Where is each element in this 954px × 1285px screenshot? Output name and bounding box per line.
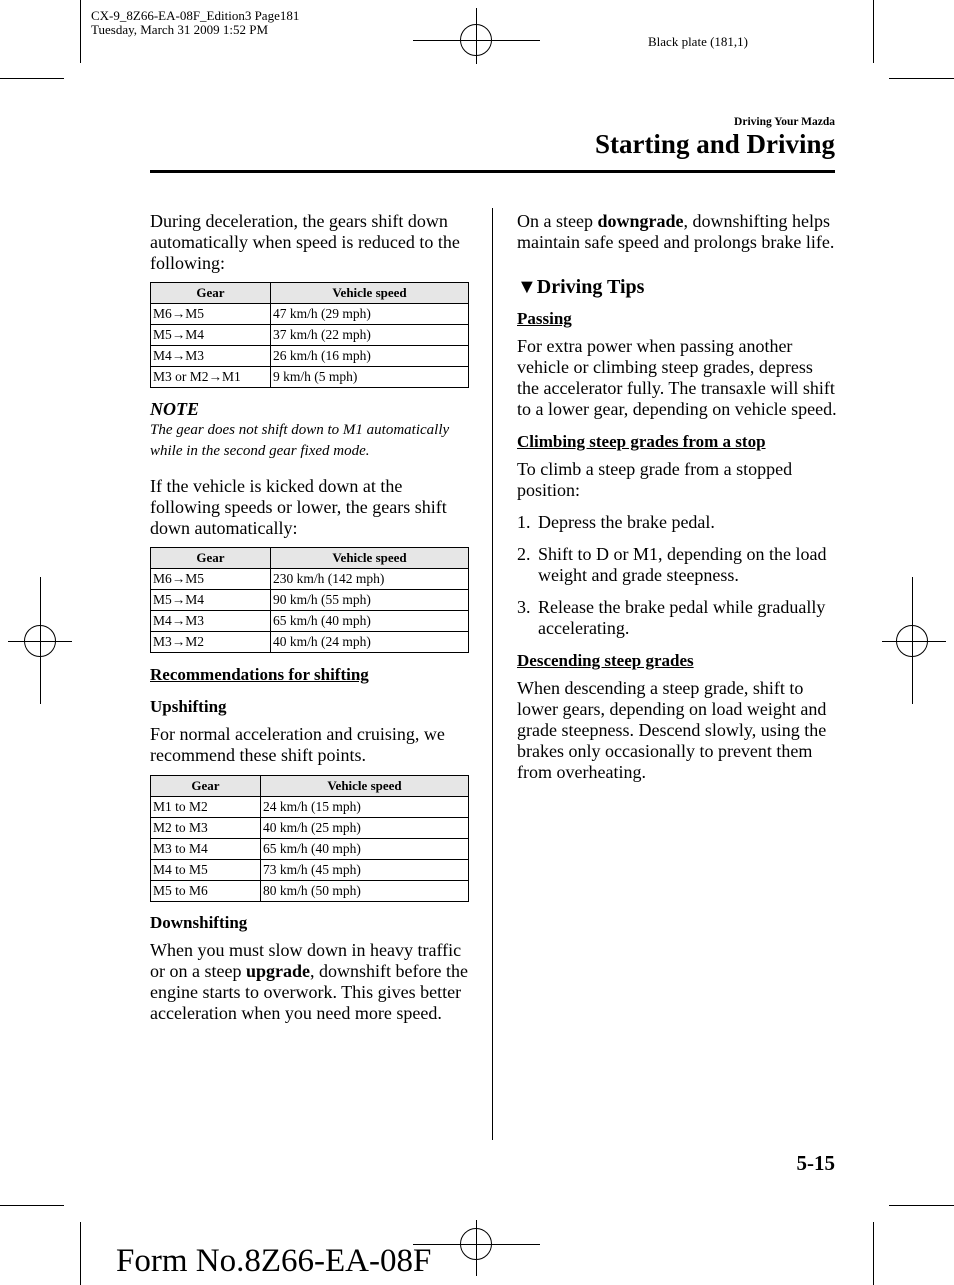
downgrade-text-part: , downshifting helps maintain safe speed and prolongs brake life. — [517, 211, 835, 252]
table-cell: M4→M3 — [151, 346, 271, 367]
table-cell: 40 km/h (24 mph) — [271, 632, 469, 653]
table-row — [151, 860, 469, 881]
table-cell: M3→M2 — [151, 632, 271, 653]
deceleration-intro: During deceleration, the gears shift down automatically when speed is reduced to the following: — [150, 211, 460, 273]
step-text: Depress the brake pedal. — [538, 512, 715, 532]
note-text: The gear does not shift down to M1 automatically while in the second gear fixed mode. — [150, 422, 450, 459]
table-row — [151, 304, 469, 325]
table-cell: 40 km/h (25 mph) — [261, 818, 469, 839]
upshifting-text: For normal acceleration and cruising, we recommend these shift points. — [150, 724, 445, 765]
print-slug-line2: Tuesday, March 31 2009 1:52 PM — [91, 22, 269, 37]
table-cell: M3 or M2→M1 — [151, 367, 271, 388]
table-cell: M5 to M6 — [151, 881, 261, 902]
table-cell: 73 km/h (45 mph) — [261, 860, 469, 881]
table-cell: M1 to M2 — [151, 797, 261, 818]
page-title: Starting and Driving — [594, 129, 835, 159]
column-divider — [492, 208, 493, 1140]
kickdown-text: If the vehicle is kicked down at the following speeds or lower, the gears shift down automatically: — [150, 476, 447, 538]
table-cell: M6→M5 — [151, 569, 271, 590]
table-row — [151, 325, 469, 346]
table-row — [151, 611, 469, 632]
column-header: Vehicle speed — [261, 776, 469, 797]
print-slug-line1: CX-9_8Z66-EA-08F_Edition3 Page181 — [91, 8, 300, 23]
downshifting-text-part: , downshift before the engine starts to overwork. This gives better acceleration when you need more speed. — [150, 961, 468, 1023]
table-cell: 24 km/h (15 mph) — [261, 797, 469, 818]
section-label: Driving Your Mazda — [734, 116, 835, 128]
column-header: Gear — [151, 283, 271, 304]
deceleration-table — [150, 282, 469, 388]
table-cell: 9 km/h (5 mph) — [271, 367, 469, 388]
table-cell: M4→M3 — [151, 611, 271, 632]
list-item — [517, 597, 839, 639]
step-text: Shift to D or M1, depending on the load weight and grade steepness. — [538, 544, 827, 585]
column-header: Vehicle speed — [271, 283, 469, 304]
table-cell: 80 km/h (50 mph) — [261, 881, 469, 902]
driving-tips-title: Driving Tips — [536, 276, 645, 298]
table-cell: 47 km/h (29 mph) — [271, 304, 469, 325]
table-cell: M2 to M3 — [151, 818, 261, 839]
upgrade-emphasis: upgrade — [245, 961, 310, 981]
passing-text: For extra power when passing another vehicle or climbing steep grades, depress the accelerator fully. The transaxle will shift to a lower gear, depending on vehicle speed. — [517, 336, 837, 419]
triangle-down-icon: ▼ — [517, 276, 537, 298]
table-row — [151, 818, 469, 839]
downshifting-heading: Downshifting — [150, 913, 248, 932]
table-row — [151, 569, 469, 590]
header-rule — [150, 170, 835, 173]
table-header-row — [151, 283, 469, 304]
table-cell: 230 km/h (142 mph) — [271, 569, 469, 590]
column-header: Vehicle speed — [271, 548, 469, 569]
form-number: Form No.8Z66-EA-08F — [116, 1243, 432, 1279]
passing-heading: Passing — [517, 309, 572, 328]
downshifting-text-part: When you must slow down in heavy traffic or on a steep — [150, 940, 462, 981]
table-row — [151, 797, 469, 818]
table-cell: M4 to M5 — [151, 860, 261, 881]
list-item — [517, 512, 839, 533]
page-number: 5-15 — [796, 1151, 835, 1175]
table-row — [151, 632, 469, 653]
column-header: Gear — [151, 548, 271, 569]
step-number: 2. — [517, 544, 531, 564]
list-item — [517, 544, 839, 586]
table-row — [151, 367, 469, 388]
climbing-steps — [517, 512, 839, 639]
right-column — [517, 211, 839, 783]
table-row — [151, 590, 469, 611]
table-header-row — [151, 548, 469, 569]
table-header-row — [151, 776, 469, 797]
table-cell: 26 km/h (16 mph) — [271, 346, 469, 367]
upshifting-heading: Upshifting — [150, 697, 227, 716]
descending-heading: Descending steep grades — [517, 651, 694, 670]
table-cell: M3 to M4 — [151, 839, 261, 860]
table-cell: 65 km/h (40 mph) — [271, 611, 469, 632]
climbing-heading: Climbing steep grades from a stop — [517, 432, 766, 451]
plate-label: Black plate (181,1) — [648, 34, 748, 49]
table-row — [151, 881, 469, 902]
column-header: Gear — [151, 776, 261, 797]
table-cell: M6→M5 — [151, 304, 271, 325]
note-title: NOTE — [150, 399, 199, 419]
downshifting-text — [150, 940, 470, 1024]
downgrade-text — [517, 211, 839, 253]
table-cell: 90 km/h (55 mph) — [271, 590, 469, 611]
print-slug — [91, 9, 299, 37]
climbing-text: To climb a steep grade from a stopped position: — [517, 459, 793, 500]
table-cell: M5→M4 — [151, 590, 271, 611]
table-cell: 37 km/h (22 mph) — [271, 325, 469, 346]
driving-tips-heading — [517, 275, 839, 299]
recommendations-heading: Recommendations for shifting — [150, 665, 369, 684]
table-row — [151, 346, 469, 367]
table-cell: M5→M4 — [151, 325, 271, 346]
upshift-table — [150, 775, 469, 902]
table-row — [151, 839, 469, 860]
step-text: Release the brake pedal while gradually accelerating. — [538, 597, 826, 638]
downgrade-text-part: On a steep — [517, 211, 598, 231]
step-number: 1. — [517, 512, 531, 532]
kickdown-table — [150, 547, 469, 653]
step-number: 3. — [517, 597, 531, 617]
downgrade-emphasis: downgrade — [597, 211, 684, 231]
table-cell: 65 km/h (40 mph) — [261, 839, 469, 860]
descending-text: When descending a steep grade, shift to lower gears, depending on load weight and grade steepness. Descend slowly, using the brakes only occasionally to prevent them from overheating. — [517, 678, 827, 782]
left-column — [150, 211, 470, 1024]
